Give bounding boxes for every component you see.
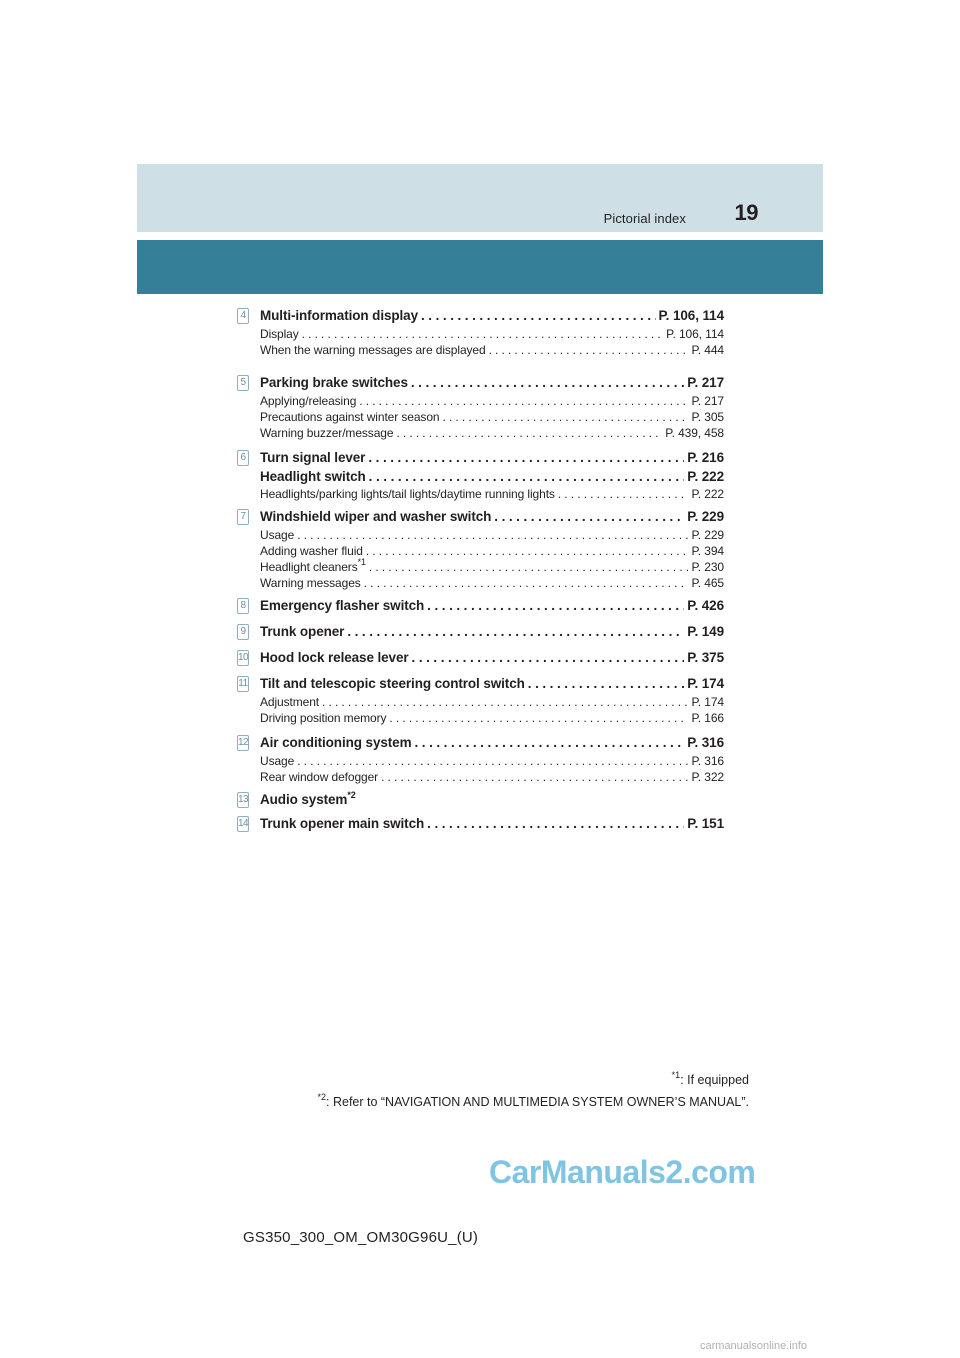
index-main-row[interactable] bbox=[260, 622, 724, 642]
index-main-row[interactable] bbox=[260, 373, 724, 393]
sub-entry-label: When the warning messages are displayed bbox=[260, 343, 486, 357]
page-reference[interactable]: P. 394 bbox=[691, 544, 724, 558]
leader-dots bbox=[412, 648, 685, 668]
entry-label: Parking brake switches bbox=[260, 375, 408, 390]
index-entry bbox=[237, 814, 724, 838]
leader-dots bbox=[369, 559, 689, 575]
page-reference[interactable]: P. 106, 114 bbox=[658, 308, 724, 323]
page-reference[interactable]: P. 151 bbox=[687, 816, 724, 831]
entry-label: Hood lock release lever bbox=[260, 650, 409, 665]
index-main-row[interactable] bbox=[260, 790, 724, 810]
index-sub-row[interactable] bbox=[260, 409, 724, 425]
index-entry bbox=[237, 622, 724, 648]
sub-entry-label: Usage bbox=[260, 528, 295, 542]
leader-dots bbox=[381, 769, 688, 785]
leader-dots bbox=[494, 507, 684, 527]
page-reference[interactable]: P. 222 bbox=[687, 469, 724, 484]
entry-label bbox=[260, 790, 356, 810]
sub-entry-label: Adding washer fluid bbox=[260, 544, 363, 558]
sub-entry-label: Driving position memory bbox=[260, 711, 387, 725]
index-sub-row[interactable] bbox=[260, 543, 724, 559]
index-sub-row[interactable] bbox=[260, 710, 724, 726]
index-sub-row[interactable] bbox=[260, 559, 724, 575]
entry-label: Air conditioning system bbox=[260, 735, 412, 750]
leader-dots bbox=[489, 342, 689, 358]
item-number-badge: 13 bbox=[237, 792, 249, 808]
entry-label: Trunk opener main switch bbox=[260, 816, 425, 831]
item-number-badge: 11 bbox=[237, 676, 249, 692]
leader-dots bbox=[389, 710, 688, 726]
sub-entry-label: Warning buzzer/message bbox=[260, 426, 394, 440]
entry-label: Multi-information display bbox=[260, 308, 418, 323]
leader-dots bbox=[366, 543, 689, 559]
leader-dots bbox=[427, 814, 684, 834]
sub-entry-label: Headlights/parking lights/tail lights/daytime running lights bbox=[260, 487, 555, 501]
footnote-marker: *2 bbox=[317, 1091, 327, 1102]
leader-dots bbox=[297, 753, 688, 769]
item-number-badge: 6 bbox=[237, 450, 249, 466]
page-reference[interactable]: P. 174 bbox=[691, 695, 724, 709]
sub-entry-label: Precautions against winter season bbox=[260, 410, 440, 424]
leader-dots bbox=[347, 622, 684, 642]
footnotes bbox=[317, 1069, 750, 1117]
sub-entry-label: Usage bbox=[260, 754, 295, 768]
watermark-url: carmanualsonline.info bbox=[700, 1340, 808, 1352]
index-sub-row[interactable] bbox=[260, 527, 724, 543]
item-number-badge: 5 bbox=[237, 375, 249, 391]
section-title: Pictorial index bbox=[603, 211, 686, 226]
page-reference[interactable]: P. 230 bbox=[691, 560, 724, 574]
index-main-row[interactable] bbox=[260, 733, 724, 753]
index-sub-row[interactable] bbox=[260, 753, 724, 769]
page-reference[interactable]: P. 375 bbox=[687, 650, 724, 665]
sub-entry-label: Applying/releasing bbox=[260, 394, 357, 408]
page-reference[interactable]: P. 316 bbox=[691, 754, 724, 768]
footnote-marker: *1 bbox=[357, 557, 366, 567]
index-entry bbox=[237, 648, 724, 674]
leader-dots bbox=[528, 674, 685, 694]
index-list bbox=[237, 306, 724, 838]
index-sub-row[interactable] bbox=[260, 575, 724, 591]
page-reference[interactable]: P. 439, 458 bbox=[665, 426, 724, 440]
index-sub-row[interactable] bbox=[260, 342, 724, 358]
leader-dots bbox=[411, 373, 684, 393]
leader-dots bbox=[322, 694, 688, 710]
index-entry bbox=[237, 373, 724, 448]
document-code: GS350_300_OM_OM30G96U_(U) bbox=[243, 1229, 479, 1246]
index-entry bbox=[237, 448, 724, 507]
entry-label: Turn signal lever bbox=[260, 450, 366, 465]
leader-dots bbox=[414, 733, 684, 753]
sub-entry-label: Headlight switch bbox=[260, 469, 366, 484]
leader-dots bbox=[302, 326, 663, 342]
leader-dots bbox=[359, 393, 688, 409]
page-reference[interactable]: P. 322 bbox=[691, 770, 724, 784]
index-sub-row[interactable] bbox=[260, 769, 724, 785]
leader-dots bbox=[558, 486, 689, 502]
sub-entry-label: Rear window defogger bbox=[260, 770, 379, 784]
entry-label-text: Audio system bbox=[260, 792, 348, 807]
page-reference[interactable]: P. 216 bbox=[687, 450, 724, 465]
item-number-badge: 9 bbox=[237, 624, 249, 640]
page-reference[interactable]: P. 106, 114 bbox=[666, 327, 724, 341]
sub-entry-label-text: Headlight cleaners bbox=[260, 560, 358, 574]
index-main-row[interactable] bbox=[260, 306, 724, 326]
page-reference[interactable]: P. 444 bbox=[691, 343, 724, 357]
index-sub-row[interactable] bbox=[260, 326, 724, 342]
page-reference[interactable]: P. 222 bbox=[691, 487, 724, 501]
index-entry bbox=[237, 507, 724, 596]
leader-dots bbox=[421, 306, 656, 326]
item-number-badge: 12 bbox=[237, 735, 249, 751]
page-reference[interactable]: P. 305 bbox=[691, 410, 724, 424]
page-reference[interactable]: P. 465 bbox=[691, 576, 724, 590]
sub-entry-label bbox=[260, 559, 366, 575]
footnote-text: : If equipped bbox=[680, 1073, 749, 1087]
leader-dots bbox=[442, 409, 688, 425]
page-reference[interactable]: P. 217 bbox=[687, 375, 724, 390]
entry-label: Tilt and telescopic steering control switch bbox=[260, 676, 525, 691]
page-reference[interactable]: P. 174 bbox=[687, 676, 724, 691]
index-main-row[interactable] bbox=[260, 814, 724, 834]
item-number-badge: 8 bbox=[237, 598, 249, 614]
footnote bbox=[318, 1069, 750, 1087]
page-reference[interactable]: P. 316 bbox=[687, 735, 724, 750]
leader-dots bbox=[427, 596, 684, 616]
page-reference[interactable]: P. 229 bbox=[691, 528, 724, 542]
page-reference[interactable]: P. 217 bbox=[691, 394, 724, 408]
header-band-dark bbox=[137, 240, 823, 294]
index-entry bbox=[237, 733, 724, 790]
watermark-logo: CarManuals2.com bbox=[489, 1154, 756, 1190]
footnote-marker: *2 bbox=[347, 789, 356, 800]
index-main-row[interactable] bbox=[260, 596, 724, 616]
item-number-badge: 4 bbox=[237, 308, 249, 324]
leader-dots bbox=[364, 575, 689, 591]
index-sub-row[interactable] bbox=[260, 425, 724, 441]
sub-entry-label: Display bbox=[260, 327, 299, 341]
entry-label: Trunk opener bbox=[260, 624, 345, 639]
index-sub-row[interactable] bbox=[260, 694, 724, 710]
footnote bbox=[317, 1091, 750, 1109]
leader-dots bbox=[369, 468, 685, 486]
page-reference[interactable]: P. 426 bbox=[687, 598, 724, 613]
page-number: 19 bbox=[734, 200, 758, 225]
item-number-badge: 10 bbox=[237, 650, 249, 666]
index-main-row[interactable] bbox=[260, 448, 724, 468]
leader-dots bbox=[396, 425, 662, 441]
page-reference[interactable]: P. 149 bbox=[687, 624, 724, 639]
index-main-row[interactable] bbox=[260, 648, 724, 668]
index-sub-row-bold[interactable] bbox=[260, 468, 724, 486]
footnote-marker: *1 bbox=[671, 1069, 681, 1080]
index-sub-row[interactable] bbox=[260, 393, 724, 409]
page-reference[interactable]: P. 166 bbox=[691, 711, 724, 725]
index-entry bbox=[237, 306, 724, 373]
item-number-badge: 7 bbox=[237, 509, 249, 525]
sub-entry-label: Warning messages bbox=[260, 576, 361, 590]
leader-dots bbox=[368, 448, 684, 468]
entry-label: Emergency flasher switch bbox=[260, 598, 425, 613]
item-number-badge: 14 bbox=[237, 816, 249, 832]
index-main-row[interactable] bbox=[260, 674, 724, 694]
page-reference[interactable]: P. 229 bbox=[687, 509, 724, 524]
index-sub-row[interactable] bbox=[260, 486, 724, 502]
footnote-text: : Refer to “NAVIGATION AND MULTIMEDIA SYSTEM OWNER’S MANUAL”. bbox=[326, 1095, 749, 1109]
entry-label: Windshield wiper and washer switch bbox=[260, 509, 492, 524]
leader-dots bbox=[297, 527, 688, 543]
index-main-row[interactable] bbox=[260, 507, 724, 527]
sub-entry-label: Adjustment bbox=[260, 695, 320, 709]
index-entry bbox=[237, 790, 724, 814]
index-entry bbox=[237, 596, 724, 622]
index-entry bbox=[237, 674, 724, 733]
